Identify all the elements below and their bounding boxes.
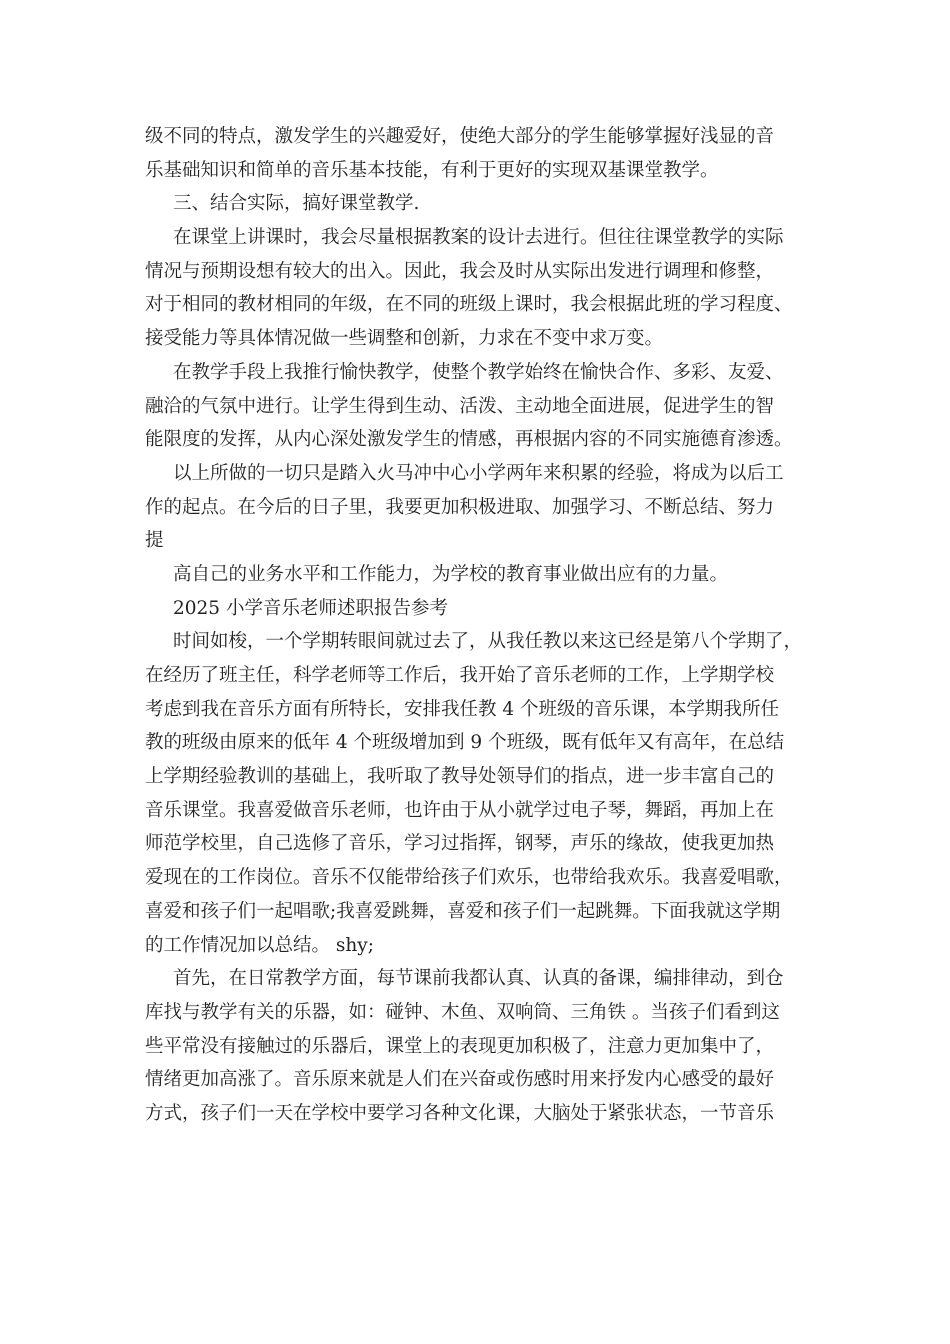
text-line: 时间如梭，一个学期转眼间就过去了，从我任教以来这已经是第八个学期了，	[173, 631, 803, 653]
text-line: 库找与教学有关的乐器，如：碰钟、木鱼、双响筒、三角铁 。当孩子们看到这	[145, 1001, 780, 1023]
text-line: 以上所做的一切只是踏入火马冲中心小学两年来积累的经验，将成为以后工	[173, 462, 784, 484]
text-line: 方式，孩子们一天在学校中要学习各种文化课，大脑处于紧张状态，一节音乐	[145, 1102, 775, 1124]
text-line: 接受能力等具体情况做一些调整和创新，力求在不变中求万变。	[145, 328, 664, 350]
text-line: 爱现在的工作岗位。音乐不仅能带给孩子们欢乐，也带给我欢乐。我喜爱唱歌，	[145, 867, 793, 889]
text-line: 在教学手段上我推行愉快教学，使整个教学始终在愉快合作、多彩、友爱、	[173, 361, 784, 383]
text-line: 乐基础知识和简单的音乐基本技能，有利于更好的实现双基课堂教学。	[145, 159, 719, 181]
text-line: 高自己的业务水平和工作能力，为学校的教育事业做出应有的力量。	[173, 563, 729, 585]
text-line: 的工作情况加以总结。 shy;	[145, 934, 374, 956]
text-line: 师范学校里，自己选修了音乐，学习过指挥，钢琴，声乐的缘故，使我更加热	[145, 833, 775, 855]
text-line: 喜爱和孩子们一起唱歌;我喜爱跳舞，喜爱和孩子们一起跳舞。下面我就这学期	[145, 900, 781, 922]
text-line: 些平常没有接触过的乐器后，课堂上的表现更加积极了，注意力更加集中了，	[145, 1035, 775, 1057]
text-line: 能限度的发挥，从内心深处激发学生的情感，再根据内容的不同实施德育渗透。	[145, 429, 793, 451]
text-line: 提	[145, 530, 164, 552]
text-line: 级不同的特点，激发学生的兴趣爱好，使绝大部分的学生能够掌握好浅显的音	[145, 126, 775, 147]
text-line: 在经历了班主任，科学老师等工作后，我开始了音乐老师的工作，上学期学校	[145, 665, 775, 686]
text-line: 2025 小学音乐老师述职报告参考	[173, 597, 448, 619]
text-line: 音乐课堂。我喜爱做音乐老师，也许由于从小就学过电子琴，舞蹈，再加上在	[145, 799, 775, 821]
document-body	[145, 120, 825, 1131]
text-line: 首先，在日常教学方面，每节课前我都认真、认真的备课，编排律动，到仓	[173, 968, 784, 990]
text-line: 对于相同的教材相同的年级，在不同的班级上课时，我会根据此班的学习程度、	[145, 294, 793, 316]
text-line: 三、结合实际，搞好课堂教学.	[173, 193, 420, 215]
text-line: 上学期经验教训的基础上，我听取了教导处领导们的指点，进一步丰富自己的	[145, 766, 775, 788]
text-line: 情况与预期设想有较大的出入。因此，我会及时从实际出发进行调理和修整，	[145, 260, 775, 282]
text-line: 在课堂上讲课时，我会尽量根据教案的设计去进行。但往往课堂教学的实际	[173, 227, 784, 249]
text-line: 情绪更加高涨了。音乐原来就是人们在兴奋或伤感时用来抒发内心感受的最好	[145, 1069, 775, 1091]
text-line: 作的起点。在今后的日子里，我要更加积极进取、加强学习、不断总结、努力	[145, 496, 775, 518]
text-line: 教的班级由原来的低年 4 个班级增加到 9 个班级，既有低年又有高年，在总结	[145, 732, 785, 754]
text-line: 考虑到我在音乐方面有所特长，安排我任教 4 个班级的音乐课，本学期我所任	[145, 698, 780, 720]
text-line: 融洽的气氛中进行。让学生得到生动、活泼、主动地全面进展，促进学生的智	[145, 395, 775, 417]
